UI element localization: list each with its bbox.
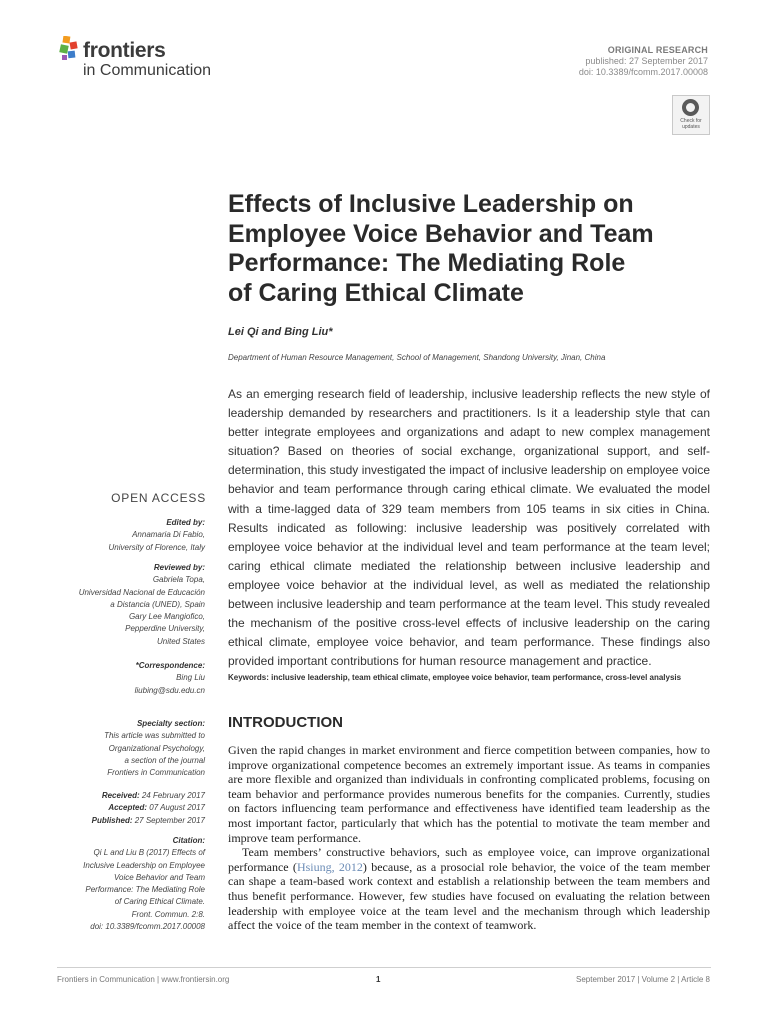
specialty-line: Organizational Psychology, [108, 743, 205, 753]
page-number: 1 [376, 975, 381, 984]
reviewer-line: a Distancia (UNED), Spain [110, 599, 205, 609]
specialty-line: Frontiers in Communication [107, 768, 205, 778]
dates-section [35, 790, 205, 827]
authors: Lei Qi and Bing Liu* [228, 326, 333, 338]
reviewer-line: United States [156, 636, 205, 646]
citation-line: Qi L and Liu B (2017) Effects of [93, 848, 205, 858]
published-label: Published: [91, 815, 133, 825]
received-date: 24 February 2017 [139, 791, 205, 800]
specialty-section [35, 718, 205, 779]
open-access-label: OPEN ACCESS [111, 491, 206, 505]
accepted-date: 07 August 2017 [147, 803, 205, 813]
citation-line: Inclusive Leadership on Employee [83, 860, 205, 870]
editor-line: University of Florence, Italy [108, 542, 205, 552]
editor-line: Annamaria Di Fabio, [132, 530, 205, 540]
journal-brand: frontiers [83, 39, 166, 62]
published-date: published: 27 September 2017 [585, 56, 708, 66]
specialty-label: Specialty section: [136, 719, 205, 728]
citation-link[interactable]: Hsiung, 2012 [296, 859, 363, 874]
footer-divider [57, 967, 711, 968]
reviewer-line: Gabriela Topa, [152, 575, 205, 585]
frontiers-logo-icon [58, 36, 80, 62]
badge-line1: Check for [680, 118, 702, 124]
introduction-body [228, 743, 710, 933]
footer-journal: Frontiers in Communication | www.frontiersin.org [57, 975, 230, 984]
check-for-updates-badge[interactable] [672, 95, 710, 135]
reviewed-by-label: Reviewed by: [153, 563, 205, 572]
citation-label: Citation: [172, 836, 205, 845]
title-line: Performance: The Mediating Role [228, 249, 626, 277]
badge-line2: updates [682, 124, 700, 130]
reviewed-by-section [35, 562, 205, 648]
check-updates-icon [682, 99, 699, 116]
correspondence-name: Bing Liu [176, 673, 205, 683]
section-heading: INTRODUCTION [228, 714, 343, 731]
citation-line: Voice Behavior and Team [113, 872, 205, 882]
accepted-label: Accepted: [108, 803, 148, 813]
citation-line: doi: 10.3389/fcomm.2017.00008 [90, 922, 205, 932]
affiliation: Department of Human Resource Management, School of Management, Shandong University, Jinan, China [228, 353, 606, 362]
edited-by-label: Edited by: [166, 518, 205, 527]
reviewer-line: Universidad Nacional de Educación [78, 587, 205, 597]
paragraph: Given the rapid changes in market environment and fierce competition between companies, how to improve organizational competence becomes an extremely important issue. As teams in companies are more flexible and organized than individuals in confronting complicated problems, focusing on team behavior and performance provides numerous benefits for the companies. Currently, studies on factors influencing team performance and effectiveness have identified team leadership as the most important factor, particularly that which has the potential to motivate the team member and improve team performance. [228, 743, 710, 845]
citation-line: Performance: The Mediating Role [85, 885, 205, 895]
specialty-line: a section of the journal [124, 755, 205, 765]
published-date-sidebar: 27 September 2017 [132, 815, 205, 825]
abstract: As an emerging research field of leadership, inclusive leadership reflects the new style of leadership demanded by researchers and practitioners. Is it a leadership style that can better integrate employees and organizations and adapt to new complex management situation? Based on theories of social exchange, organizational support, and self-determination, this study investigated the impact of inclusive leadership on employee voice behavior and team performance through caring ethical climate. We evaluated the model with a time-lagged data of 329 team members from 105 teams in six cities in China. Results indicated as following: inclusive leadership was positively correlated with employee voice behavior at the individual level and team performance at the team level; caring ethical climate mediated the relationship between inclusive leadership and employee voice behavior at the individual level, as well as mediated the relationship between inclusive leadership and team performance at the team level. This study revealed the mechanism of the positive cross-level effects of inclusive leadership on the caring ethical climate, employee voice behavior, and team performance. These findings also provided important contributions for human resource management and practice. [228, 387, 710, 669]
paragraph [228, 845, 710, 933]
reviewer-line: Pepperdine University, [125, 624, 205, 634]
paragraph-text: Team members’ constructive behaviors, such as employee voice, can improve organizational performance ( [228, 845, 710, 874]
article-title [228, 190, 708, 308]
doi: doi: 10.3389/fcomm.2017.00008 [578, 67, 708, 77]
paragraph-text: ) because, as a prosocial role behavior, the voice of the team member can shape a team-based work context and establish a relationship between the team members and thus benefit performance. However, few studies have focused on evaluating the relation between leadership with employee voice at the team level and the mechanism through which leadership affect the voice of the team member in the context of teamwork. [228, 859, 710, 933]
citation-line: Front. Commun. 2:8. [131, 909, 205, 919]
specialty-line: This article was submitted to [104, 731, 205, 741]
edited-by-section [35, 517, 205, 554]
correspondence-label: *Correspondence: [135, 661, 205, 670]
citation-line: of Caring Ethical Climate. [114, 897, 205, 907]
title-line: Employee Voice Behavior and Team [228, 219, 654, 248]
correspondence-section [35, 660, 205, 697]
article-type: ORIGINAL RESEARCH [607, 45, 708, 55]
citation-section [35, 835, 205, 933]
received-label: Received: [101, 791, 140, 800]
correspondence-email[interactable]: liubing@sdu.edu.cn [134, 685, 205, 695]
title-line: Effects of Inclusive Leadership on [228, 190, 634, 218]
title-line: of Caring Ethical Climate [228, 278, 524, 307]
journal-name: in Communication [83, 62, 212, 79]
keywords: Keywords: inclusive leadership, team ethical climate, employee voice behavior, team performance, cross-level analysis [228, 673, 682, 682]
footer-issue: September 2017 | Volume 2 | Article 8 [575, 975, 710, 984]
reviewer-line: Gary Lee Mangiofico, [128, 612, 205, 622]
